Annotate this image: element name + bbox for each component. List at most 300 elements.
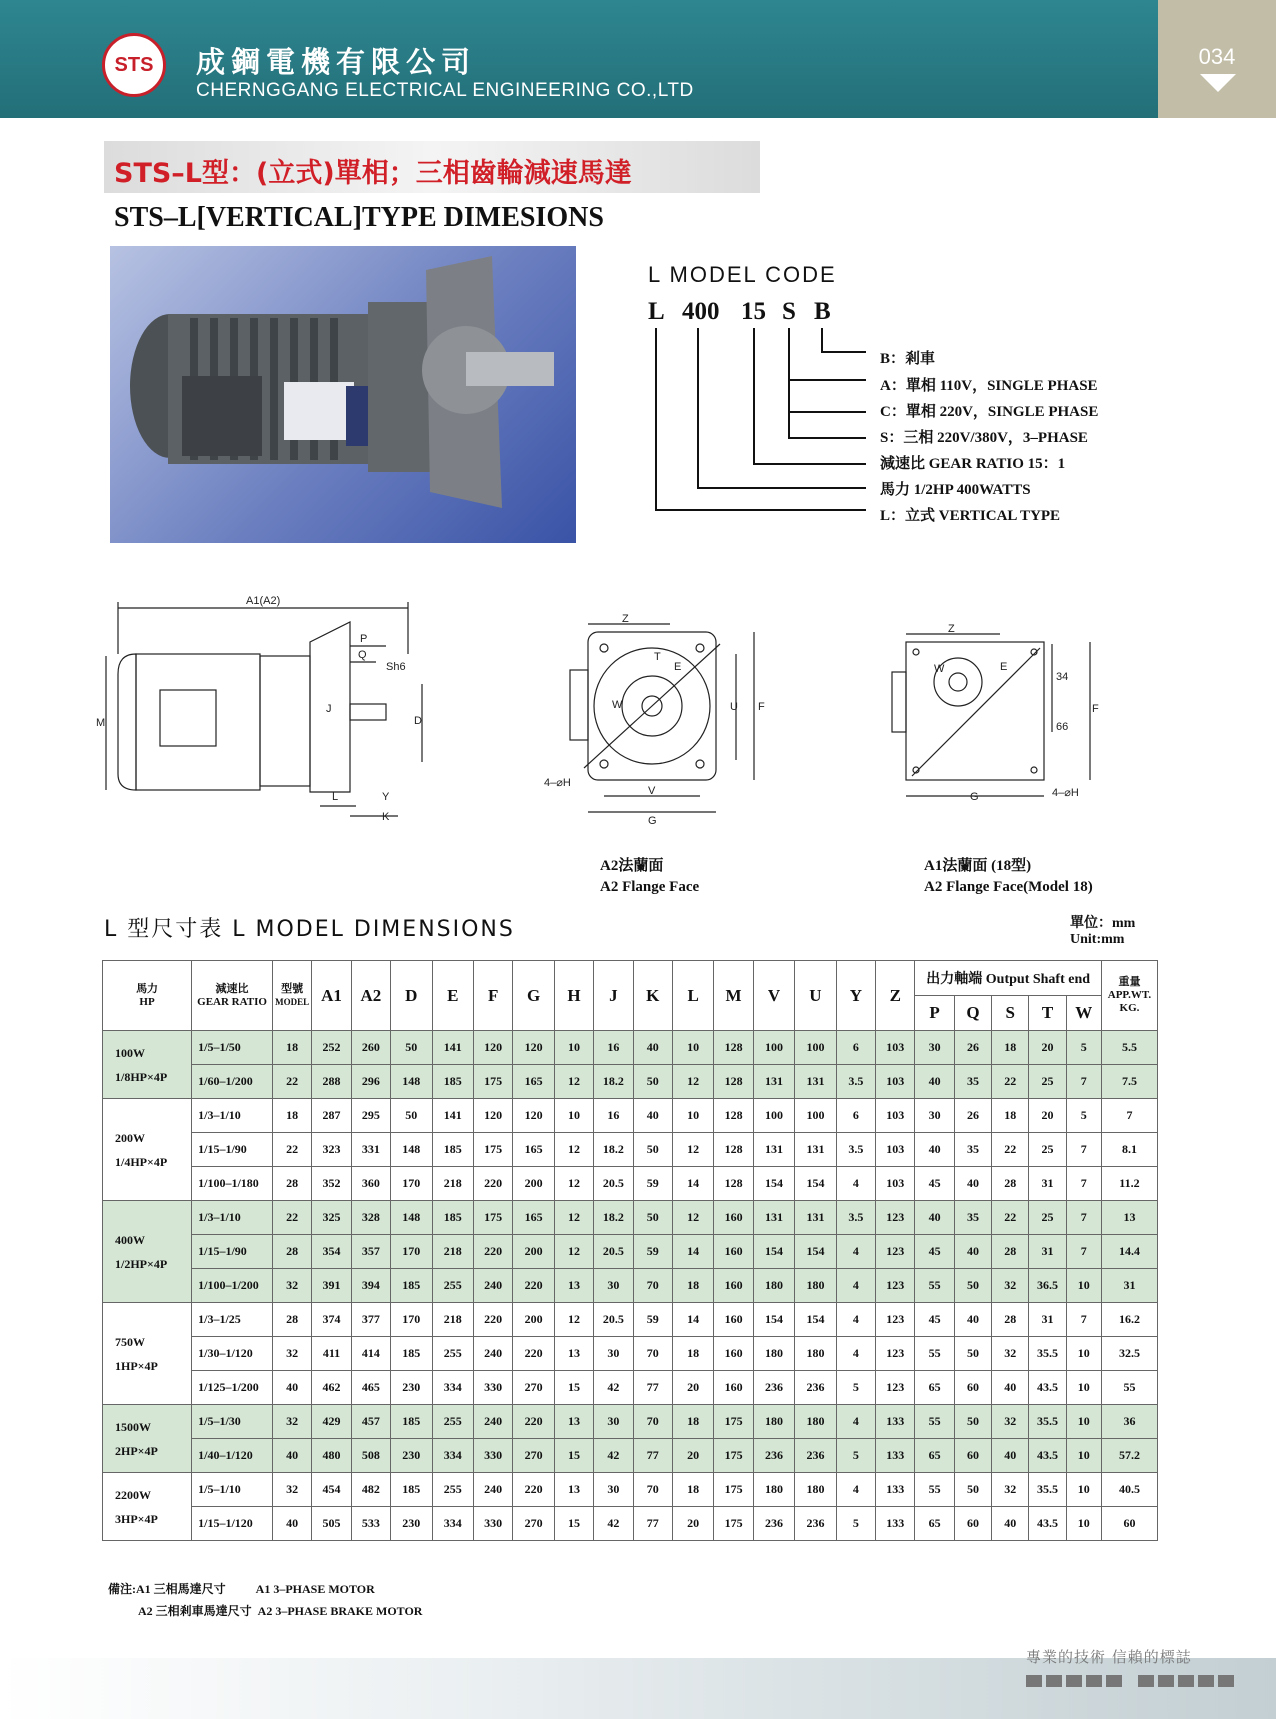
table-cell: 22 [992, 1133, 1029, 1167]
table-cell: 352 [312, 1167, 351, 1201]
side-label-sh6: Sh6 [386, 661, 406, 673]
side-view-drawing [96, 594, 426, 824]
col-k: K [633, 961, 672, 1031]
table-cell: 60 [1101, 1507, 1157, 1541]
table-cell: 20.5 [594, 1303, 633, 1337]
table-cell: 6 [836, 1031, 875, 1065]
title-cn-banner [104, 141, 760, 193]
table-cell: 462 [312, 1371, 351, 1405]
table-cell: 18 [672, 1337, 713, 1371]
table-cell: 334 [432, 1371, 473, 1405]
table-cell: 141 [432, 1031, 473, 1065]
table-cell: 505 [312, 1507, 351, 1541]
table-cell: 4 [836, 1235, 875, 1269]
table-cell: 7 [1066, 1167, 1101, 1201]
a1-label-e: E [1000, 661, 1008, 673]
table-cell: 59 [633, 1235, 672, 1269]
table-cell: 154 [753, 1235, 794, 1269]
table-cell: 15 [554, 1439, 593, 1473]
table-cell: 160 [714, 1337, 753, 1371]
table-cell: 30 [594, 1337, 633, 1371]
table-cell: 10 [554, 1031, 593, 1065]
note2-en: A2 3–PHASE BRAKE MOTOR [257, 1604, 423, 1618]
unit-label: 單位：mm Unit:mm [1070, 916, 1136, 947]
col-s: S [992, 996, 1029, 1031]
sts-logo: STS [102, 33, 166, 97]
table-cell: 175 [714, 1405, 753, 1439]
table-cell: 175 [714, 1473, 753, 1507]
table-cell: 334 [432, 1507, 473, 1541]
title-cn: STS–L型：(立式)單相；三相齒輪減速馬達 [114, 158, 632, 189]
table-cell: 36 [1101, 1405, 1157, 1439]
table-cell: 3.5 [836, 1065, 875, 1099]
table-cell: 28 [272, 1235, 311, 1269]
table-cell: 50 [633, 1133, 672, 1167]
table-cell: 59 [633, 1167, 672, 1201]
table-cell: 391 [312, 1269, 351, 1303]
table-cell: 270 [513, 1371, 554, 1405]
table-cell: 123 [876, 1269, 915, 1303]
table-cell: 43.5 [1029, 1507, 1066, 1541]
table-cell: 10 [1066, 1507, 1101, 1541]
table-cell: 4 [836, 1303, 875, 1337]
table-cell: 12 [672, 1201, 713, 1235]
table-cell: 10 [1066, 1439, 1101, 1473]
a1-label-w: W [934, 663, 945, 675]
table-cell: 357 [351, 1235, 390, 1269]
table-cell: 200 [513, 1167, 554, 1201]
table-cell: 160 [714, 1235, 753, 1269]
table-cell: 32 [992, 1405, 1029, 1439]
table-cell: 236 [795, 1507, 836, 1541]
table-cell: 240 [473, 1473, 512, 1507]
code-ratio: 15 [741, 298, 766, 325]
table-cell: 4 [836, 1269, 875, 1303]
table-cell: 334 [432, 1439, 473, 1473]
model-code-heading: L MODEL CODE [648, 262, 837, 287]
table-cell: 236 [795, 1371, 836, 1405]
table-cell: 296 [351, 1065, 390, 1099]
table-cell: 20 [672, 1371, 713, 1405]
table-cell: 220 [513, 1405, 554, 1439]
table-cell: 35 [954, 1133, 991, 1167]
table-cell: 165 [513, 1065, 554, 1099]
table-cell: 55 [915, 1473, 954, 1507]
footer-squares [1026, 1672, 1238, 1691]
table-cell: 148 [391, 1201, 432, 1235]
gear-ratio-cell: 1/15–1/120 [192, 1507, 273, 1541]
table-cell: 25 [1029, 1065, 1066, 1099]
table-cell: 70 [633, 1269, 672, 1303]
dimensions-body [103, 1031, 1158, 1541]
hp-cell: 400W 1/2HP×4P [103, 1201, 192, 1303]
table-cell: 128 [714, 1133, 753, 1167]
motor-illustration [110, 246, 576, 543]
table-cell: 50 [954, 1337, 991, 1371]
table-cell: 482 [351, 1473, 390, 1507]
notes [108, 1578, 422, 1622]
table-cell: 31 [1029, 1303, 1066, 1337]
code-brake: B [814, 298, 831, 325]
table-cell: 5 [836, 1371, 875, 1405]
col-u: U [795, 961, 836, 1031]
table-cell: 40 [915, 1133, 954, 1167]
note1-cn: 備注:A1 三相馬達尺寸 [108, 1582, 226, 1596]
table-cell: 175 [714, 1439, 753, 1473]
table-cell: 255 [432, 1337, 473, 1371]
gear-ratio-cell: 1/3–1/10 [192, 1201, 273, 1235]
table-cell: 154 [795, 1235, 836, 1269]
table-cell: 30 [594, 1269, 633, 1303]
side-label-p: P [360, 633, 368, 645]
table-cell: 295 [351, 1099, 390, 1133]
col-h: H [554, 961, 593, 1031]
gear-ratio-cell: 1/5–1/30 [192, 1405, 273, 1439]
table-cell: 15 [554, 1507, 593, 1541]
table-cell: 10 [1066, 1405, 1101, 1439]
table-cell: 18 [672, 1473, 713, 1507]
table-cell: 123 [876, 1303, 915, 1337]
table-cell: 218 [432, 1235, 473, 1269]
side-label-j: J [326, 703, 332, 715]
motor-photo [110, 246, 576, 543]
col-d: D [391, 961, 432, 1031]
table-cell: 10 [672, 1099, 713, 1133]
table-cell: 25 [1029, 1201, 1066, 1235]
table-cell: 4 [836, 1167, 875, 1201]
table-cell: 32 [992, 1473, 1029, 1507]
table-cell: 40 [954, 1235, 991, 1269]
table-cell: 7 [1101, 1099, 1157, 1133]
table-cell: 218 [432, 1167, 473, 1201]
table-cell: 10 [1066, 1371, 1101, 1405]
table-cell: 131 [795, 1201, 836, 1235]
page-number: 034 [1198, 44, 1236, 69]
table-cell: 180 [795, 1405, 836, 1439]
table-cell: 465 [351, 1371, 390, 1405]
table-cell: 28 [992, 1167, 1029, 1201]
table-cell: 26 [954, 1099, 991, 1133]
table-cell: 374 [312, 1303, 351, 1337]
table-cell: 133 [876, 1405, 915, 1439]
table-cell: 255 [432, 1473, 473, 1507]
table-cell: 65 [915, 1507, 954, 1541]
table-cell: 236 [753, 1371, 794, 1405]
table-cell: 330 [473, 1371, 512, 1405]
code-item-c: C：單相 220V，SINGLE PHASE [880, 404, 1099, 420]
col-w: W [1066, 996, 1101, 1031]
table-cell: 20 [1029, 1031, 1066, 1065]
table-row [103, 1031, 1158, 1065]
table-cell: 40 [272, 1371, 311, 1405]
table-cell: 40 [992, 1439, 1029, 1473]
side-label-k: K [382, 811, 390, 823]
table-cell: 5 [1066, 1099, 1101, 1133]
gear-ratio-cell: 1/100–1/200 [192, 1269, 273, 1303]
table-cell: 32 [992, 1269, 1029, 1303]
table-cell: 7 [1066, 1303, 1101, 1337]
table-cell: 128 [714, 1065, 753, 1099]
table-cell: 40 [954, 1303, 991, 1337]
table-cell: 55 [1101, 1371, 1157, 1405]
table-cell: 123 [876, 1235, 915, 1269]
table-cell: 331 [351, 1133, 390, 1167]
table-cell: 220 [473, 1303, 512, 1337]
table-row [103, 1303, 1158, 1337]
table-cell: 4 [836, 1405, 875, 1439]
table-cell: 480 [312, 1439, 351, 1473]
gear-ratio-cell: 1/5–1/10 [192, 1473, 273, 1507]
table-cell: 18 [672, 1269, 713, 1303]
table-cell: 429 [312, 1405, 351, 1439]
table-cell: 123 [876, 1337, 915, 1371]
table-row [103, 1507, 1158, 1541]
table-cell: 252 [312, 1031, 351, 1065]
table-cell: 128 [714, 1167, 753, 1201]
table-cell: 70 [633, 1337, 672, 1371]
code-series: L [648, 298, 665, 325]
table-cell: 328 [351, 1201, 390, 1235]
table-cell: 40 [272, 1507, 311, 1541]
table-cell: 218 [432, 1303, 473, 1337]
table-cell: 160 [714, 1303, 753, 1337]
table-cell: 13 [554, 1473, 593, 1507]
table-row [103, 1167, 1158, 1201]
table-cell: 35.5 [1029, 1405, 1066, 1439]
table-cell: 50 [391, 1099, 432, 1133]
table-cell: 40 [992, 1371, 1029, 1405]
table-cell: 7 [1066, 1065, 1101, 1099]
table-cell: 50 [954, 1269, 991, 1303]
table-cell: 32 [272, 1473, 311, 1507]
table-cell: 354 [312, 1235, 351, 1269]
table-cell: 131 [795, 1133, 836, 1167]
table-cell: 165 [513, 1133, 554, 1167]
a1-label-f: F [1092, 703, 1099, 715]
col-m: M [714, 961, 753, 1031]
table-cell: 100 [753, 1099, 794, 1133]
table-cell: 100 [795, 1031, 836, 1065]
table-cell: 120 [473, 1031, 512, 1065]
table-cell: 10 [1066, 1269, 1101, 1303]
table-cell: 12 [554, 1065, 593, 1099]
table-cell: 30 [915, 1031, 954, 1065]
table-cell: 133 [876, 1473, 915, 1507]
hp-cell: 750W 1HP×4P [103, 1303, 192, 1405]
table-cell: 18.2 [594, 1133, 633, 1167]
code-item-brake: B：剎車 [880, 351, 936, 367]
table-cell: 65 [915, 1439, 954, 1473]
table-cell: 288 [312, 1065, 351, 1099]
table-cell: 5 [1066, 1031, 1101, 1065]
table-cell: 457 [351, 1405, 390, 1439]
table-cell: 123 [876, 1371, 915, 1405]
gear-ratio-cell: 1/100–1/180 [192, 1167, 273, 1201]
hp-cell: 1500W 2HP×4P [103, 1405, 192, 1473]
table-row [103, 1371, 1158, 1405]
a2-label-t: T [654, 651, 661, 663]
side-label-y: Y [382, 791, 390, 803]
table-cell: 18 [992, 1099, 1029, 1133]
table-cell: 180 [753, 1405, 794, 1439]
table-cell: 170 [391, 1167, 432, 1201]
table-cell: 13 [554, 1337, 593, 1371]
table-cell: 18 [272, 1031, 311, 1065]
table-cell: 133 [876, 1439, 915, 1473]
table-cell: 270 [513, 1507, 554, 1541]
table-cell: 5.5 [1101, 1031, 1157, 1065]
table-cell: 141 [432, 1099, 473, 1133]
table-cell: 7 [1066, 1133, 1101, 1167]
table-cell: 31 [1101, 1269, 1157, 1303]
note1-en: A1 3–PHASE MOTOR [255, 1582, 375, 1596]
table-cell: 32 [272, 1405, 311, 1439]
table-cell: 28 [272, 1167, 311, 1201]
table-cell: 200 [513, 1303, 554, 1337]
table-row [103, 1201, 1158, 1235]
table-cell: 3.5 [836, 1133, 875, 1167]
hp-cell: 200W 1/4HP×4P [103, 1099, 192, 1201]
table-cell: 377 [351, 1303, 390, 1337]
a2-caption: A2法蘭面 A2 Flange Face [600, 858, 700, 895]
table-cell: 120 [513, 1031, 554, 1065]
table-cell: 236 [753, 1507, 794, 1541]
table-cell: 25 [1029, 1133, 1066, 1167]
table-cell: 12 [554, 1167, 593, 1201]
table-cell: 30 [594, 1405, 633, 1439]
table-cell: 270 [513, 1439, 554, 1473]
table-cell: 40 [633, 1031, 672, 1065]
table-cell: 22 [272, 1133, 311, 1167]
table-cell: 22 [992, 1201, 1029, 1235]
table-cell: 131 [753, 1065, 794, 1099]
table-cell: 7 [1066, 1201, 1101, 1235]
a2-label-g: G [648, 815, 657, 827]
hp-cell: 2200W 3HP×4P [103, 1473, 192, 1541]
gear-ratio-cell: 1/15–1/90 [192, 1133, 273, 1167]
table-row [103, 1439, 1158, 1473]
table-cell: 454 [312, 1473, 351, 1507]
table-cell: 50 [391, 1031, 432, 1065]
gear-ratio-cell: 1/30–1/120 [192, 1337, 273, 1371]
table-cell: 255 [432, 1405, 473, 1439]
a2-label-h: 4–⌀H [544, 777, 571, 789]
col-l: L [672, 961, 713, 1031]
col-q: Q [954, 996, 991, 1031]
table-cell: 43.5 [1029, 1439, 1066, 1473]
table-cell: 22 [272, 1201, 311, 1235]
code-item-ratio: 減速比 GEAR RATIO 15：1 [880, 456, 1066, 472]
table-cell: 14 [672, 1167, 713, 1201]
table-cell: 77 [633, 1507, 672, 1541]
table-cell: 28 [992, 1235, 1029, 1269]
table-cell: 20.5 [594, 1235, 633, 1269]
table-cell: 20 [672, 1507, 713, 1541]
table-cell: 8.1 [1101, 1133, 1157, 1167]
table-cell: 180 [753, 1269, 794, 1303]
table-cell: 103 [876, 1133, 915, 1167]
table-cell: 180 [753, 1337, 794, 1371]
table-cell: 12 [554, 1303, 593, 1337]
table-cell: 185 [432, 1201, 473, 1235]
table-cell: 40 [633, 1099, 672, 1133]
table-cell: 175 [714, 1507, 753, 1541]
table-cell: 60 [954, 1507, 991, 1541]
a2-label-f: F [758, 701, 765, 713]
table-cell: 55 [915, 1337, 954, 1371]
table-cell: 260 [351, 1031, 390, 1065]
table-cell: 131 [795, 1065, 836, 1099]
table-cell: 133 [876, 1507, 915, 1541]
table-cell: 32 [272, 1337, 311, 1371]
code-item-type: L：立式 VERTICAL TYPE [880, 508, 1061, 524]
table-cell: 131 [753, 1201, 794, 1235]
a1-label-g: G [970, 791, 979, 803]
table-cell: 22 [992, 1065, 1029, 1099]
table-cell: 220 [473, 1167, 512, 1201]
table-cell: 55 [915, 1269, 954, 1303]
table-cell: 255 [432, 1269, 473, 1303]
col-e: E [432, 961, 473, 1031]
flange-a2-drawing [544, 608, 794, 828]
table-cell: 323 [312, 1133, 351, 1167]
table-cell: 103 [876, 1065, 915, 1099]
flange-a1-drawing [880, 620, 1100, 810]
table-cell: 103 [876, 1099, 915, 1133]
table-cell: 10 [1066, 1473, 1101, 1507]
table-cell: 12 [672, 1133, 713, 1167]
table-cell: 170 [391, 1235, 432, 1269]
table-cell: 175 [473, 1133, 512, 1167]
table-cell: 60 [954, 1439, 991, 1473]
table-cell: 120 [513, 1099, 554, 1133]
table-cell: 128 [714, 1031, 753, 1065]
table-cell: 50 [954, 1405, 991, 1439]
col-weight: 重量 APP.WT. KG. [1101, 961, 1157, 1031]
table-cell: 28 [992, 1303, 1029, 1337]
table-cell: 55 [915, 1405, 954, 1439]
col-p: P [915, 996, 954, 1031]
code-phase: S [782, 298, 796, 325]
table-cell: 220 [513, 1337, 554, 1371]
table-cell: 220 [473, 1235, 512, 1269]
table-cell: 4 [836, 1337, 875, 1371]
table-cell: 32 [992, 1337, 1029, 1371]
table-cell: 40 [954, 1167, 991, 1201]
table-cell: 185 [391, 1337, 432, 1371]
table-cell: 185 [432, 1133, 473, 1167]
table-cell: 236 [795, 1439, 836, 1473]
table-cell: 103 [876, 1031, 915, 1065]
table-cell: 10 [554, 1099, 593, 1133]
table-cell: 77 [633, 1371, 672, 1405]
table-cell: 12 [672, 1065, 713, 1099]
gear-ratio-cell: 1/40–1/120 [192, 1439, 273, 1473]
table-cell: 240 [473, 1337, 512, 1371]
gear-ratio-cell: 1/3–1/10 [192, 1099, 273, 1133]
gear-ratio-cell: 1/15–1/90 [192, 1235, 273, 1269]
col-gear: 減速比 GEAR RATIO [192, 961, 273, 1031]
col-a1: A1 [312, 961, 351, 1031]
table-cell: 14 [672, 1303, 713, 1337]
a2-label-w: W [612, 699, 623, 711]
table-cell: 50 [633, 1065, 672, 1099]
a1-dim-66: 66 [1056, 721, 1069, 733]
table-cell: 14.4 [1101, 1235, 1157, 1269]
table-cell: 240 [473, 1405, 512, 1439]
table-cell: 18 [672, 1405, 713, 1439]
table-cell: 16.2 [1101, 1303, 1157, 1337]
